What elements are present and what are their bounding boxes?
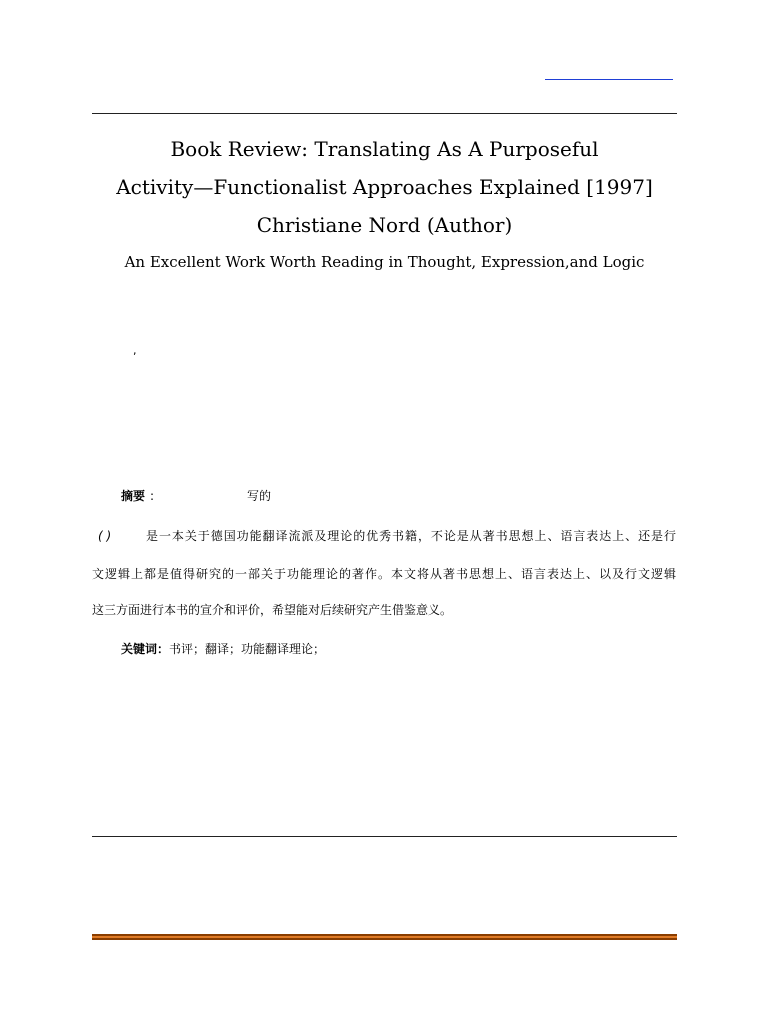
abstract-line-1-tail: 写的 xyxy=(247,489,272,503)
stray-mark: , xyxy=(133,344,137,357)
abstract-line-3: 文逻辑上都是值得研究的一部关于功能理论的著作。本文将从著书思想上、语言表达上、以及行文逻辑 xyxy=(92,567,676,581)
footer-decorative-band xyxy=(92,934,677,940)
header-link-underline[interactable] xyxy=(545,79,673,80)
abstract-line-4: 这三方面进行本书的宣介和评价，希望能对后续研究产生借鉴意义。 xyxy=(92,603,453,617)
keywords-label: 关键词： xyxy=(121,642,170,656)
abstract-label: 摘要 xyxy=(121,489,146,503)
document-subtitle: An Excellent Work Worth Reading in Thought, Expression,and Logic xyxy=(124,253,645,271)
title-line-3: Christiane Nord (Author) xyxy=(256,213,513,237)
abstract-parenthesis: ( ) xyxy=(98,529,112,543)
title-line-2: Activity—Functionalist Approaches Explained [1997] xyxy=(116,175,653,199)
keywords-value: 书评；翻译；功能翻译理论； xyxy=(169,642,326,656)
document-title xyxy=(92,130,677,244)
keywords-line xyxy=(121,641,325,657)
footer-divider xyxy=(92,836,677,837)
abstract-colon: : xyxy=(150,489,155,503)
header-divider xyxy=(92,113,677,114)
title-line-1: Book Review: Translating As A Purposeful xyxy=(170,137,599,161)
abstract-line-2: 是一本关于德国功能翻译流派及理论的优秀书籍，不论是从著书思想上、语言表达上、还是行 xyxy=(146,529,676,543)
